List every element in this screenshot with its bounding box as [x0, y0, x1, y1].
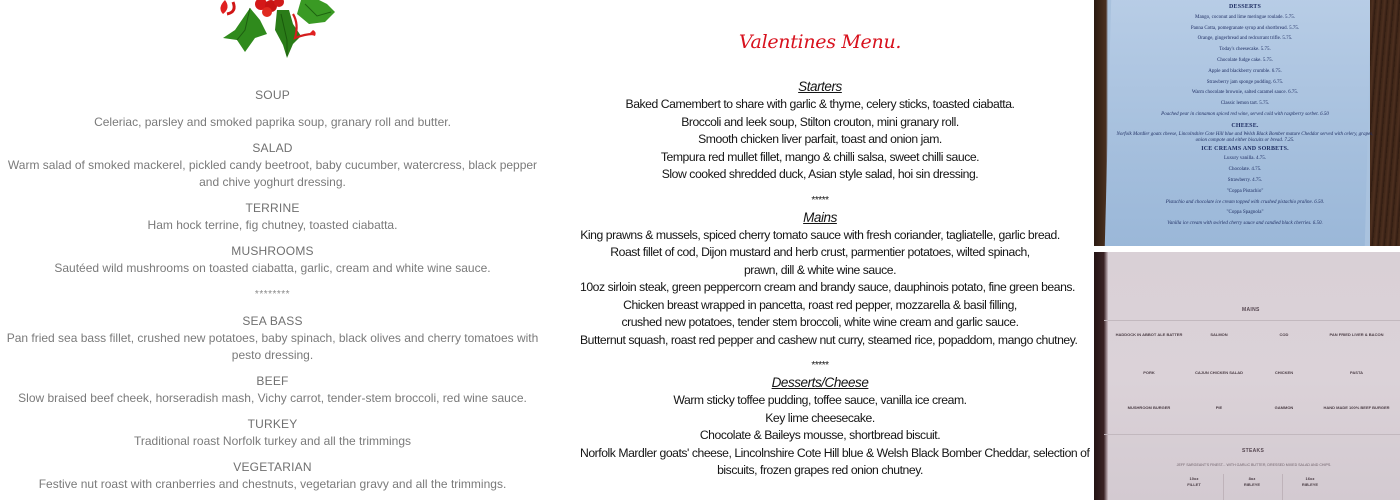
photo-item: Luxury vanilla. 4.75.: [1223, 156, 1267, 162]
section-description: Sautéed wild mushrooms on toasted ciabatta, garlic, cream and white wine sauce.: [54, 261, 491, 275]
photo-item: Today's cheesecake. 5.75.: [1219, 47, 1271, 53]
photo-main-item: MUSHROOM BURGER: [1127, 405, 1171, 410]
section-description: Slow braised beef cheek, horseradish mash, Vichy carrot, tender-stem broccoli, red wine sauce.: [18, 391, 527, 405]
menu-section-mushrooms: [0, 243, 545, 277]
starter-item: Slow cooked shredded duck, Asian style salad, hoi sin dressing.: [661, 167, 979, 181]
section-title: TURKEY: [247, 417, 298, 431]
photo-heading-ice-creams: ICE CREAMS AND SORBETS.: [1201, 145, 1289, 152]
photo-item: Chocolate fudge cake. 5.75.: [1217, 57, 1273, 63]
menu-fold-line: [1104, 320, 1400, 321]
photo-item: Strawberry. 4.75.: [1227, 177, 1263, 183]
main-item: prawn, dill & white wine sauce.: [743, 262, 896, 277]
photo-heading-mains: MAINS: [1242, 307, 1260, 313]
photo-steak-item: 10oz FILLET: [1187, 476, 1201, 487]
photo-item: Strawberry jam sponge pudding. 6.75.: [1206, 79, 1284, 85]
menu-section-beef: [0, 373, 545, 407]
section-title: SOUP: [255, 88, 290, 102]
photo-main-item: HAND MADE 100% BEEF BURGER: [1323, 405, 1390, 410]
section-description: Celeriac, parsley and smoked paprika soup, granary roll and butter.: [94, 115, 451, 129]
photo-item: "Coppa Pistachio": [1226, 188, 1264, 194]
valentines-menu-panel: [580, 0, 1090, 500]
photo-main-item: PIE: [1215, 405, 1223, 410]
dessert-item: biscuits, frozen grapes red onion chutney.: [717, 463, 923, 477]
holly-icon: [205, 0, 350, 60]
photo-main-item: SALMON: [1210, 332, 1228, 337]
photo-steaks-subtitle: JEFF SARGEANT'S FINEST... WITH GARLIC BUTTER, DRESSED MIXED SALAD AND CHIPS.: [1176, 463, 1332, 467]
photo-item: "Coppa Spagnola": [1226, 210, 1264, 216]
menu-section-terrine: [0, 200, 545, 234]
steak-divider: [1282, 474, 1283, 500]
section-description: Pan fried sea bass fillet, crushed new potatoes, baby spinach, black olives and cherry tomatoes with pesto dressing.: [6, 331, 539, 362]
main-item: crushed new potatoes, tender stem broccoli, white wine cream and garlic sauce.: [621, 315, 1019, 329]
section-title: VEGETARIAN: [233, 460, 312, 474]
course-divider: *****: [811, 360, 829, 371]
section-title: TERRINE: [245, 201, 300, 215]
dessert-item: Norfolk Mardler goats' cheese, Lincolnshire Cote Hill blue & Welsh Black Bomber Cheddar, selection of: [580, 445, 1090, 460]
photo-main-item: GAMMON: [1274, 405, 1294, 410]
steak-divider: [1223, 474, 1224, 500]
photo-item: Chocolate. 4.75.: [1228, 167, 1262, 173]
menu-section-vegetarian: [0, 459, 545, 493]
photo-menu-text: [1114, 2, 1376, 230]
mains-menu-photo: [1094, 252, 1400, 500]
main-item: Chicken breast wrapped in pancetta, roast red pepper, mozzarella & basil filling,: [623, 297, 1017, 312]
menu-section-soup: [0, 87, 545, 131]
main-item: King prawns & mussels, spiced cherry tomato sauce with fresh coriander, tagliatelle, garlic bread.: [580, 227, 1060, 242]
section-title: BEEF: [256, 374, 289, 388]
desserts-heading: Desserts/Cheese: [771, 375, 869, 390]
starter-item: Baked Camembert to share with garlic & thyme, celery sticks, toasted ciabatta.: [625, 97, 1015, 111]
starter-item: Broccoli and leek soup, Stilton crouton, mini granary roll.: [681, 114, 959, 129]
menu-section-sea-bass: [0, 313, 545, 364]
desserts-menu-photo: [1094, 0, 1400, 246]
photo-main-item: CHICKEN: [1274, 370, 1294, 375]
photo-main-item: CAJUN CHICKEN SALAD: [1194, 370, 1243, 375]
main-item: Butternut squash, roast red pepper and cashew nut curry, steamed rice, popaddom, mango chutney.: [580, 332, 1078, 347]
photo-main-item: PAN FRIED LIVER & BACON: [1329, 332, 1384, 337]
section-description: Festive nut roast with cranberries and chestnuts, vegetarian gravy and all the trimmings.: [38, 477, 507, 491]
photo-item: Norfolk Mardler goats cheese, Lincolnshire Cote Hill blue and Welsh Black Bomber mature Cheddar served with celery, grapes, onion compote and either biscuits or bread. 7.25.: [1116, 131, 1374, 143]
photo-main-item: HADDOCK IN ABBOT ALE BATTER: [1115, 332, 1183, 337]
dessert-item: Warm sticky toffee pudding, toffee sauce, vanilla ice cream.: [673, 393, 967, 407]
photo-main-item: PORK: [1143, 370, 1155, 375]
section-description: Warm salad of smoked mackerel, pickled candy beetroot, baby cucumber, watercress, black pepper and chive yoghurt dressing.: [7, 158, 538, 189]
starter-item: Tempura red mullet fillet, mango & chilli salsa, sweet chilli sauce.: [660, 149, 980, 164]
photo-item: Classic lemon tart. 5.75.: [1220, 101, 1270, 107]
photo-item: Apple and blackberry crumble. 6.75.: [1208, 68, 1282, 74]
photo-steak-item: 8oz RIB-EYE: [1243, 476, 1261, 487]
section-title: MUSHROOMS: [231, 244, 314, 258]
section-title: SEA BASS: [242, 314, 303, 328]
starters-heading: Starters: [798, 79, 842, 94]
mains-heading: Mains: [803, 209, 837, 225]
photo-item: Panna Cotta, pomegranate syrup and shortbread. 5.75.: [1190, 25, 1300, 31]
main-item: Roast fillet of cod, Dijon mustard and herb crust, parmentier potatoes, wilted spinach,: [610, 245, 1030, 259]
dessert-item: Key lime cheesecake.: [765, 410, 875, 425]
photo-item: Vanilla ice cream with swirled cherry sauce and candied black cherries. 6.50.: [1167, 221, 1323, 227]
course-divider: *****: [811, 194, 829, 206]
photo-item: Mango, coconut and lime meringue roulade. 5.75.: [1195, 14, 1295, 20]
photo-main-item: PASTA: [1350, 370, 1363, 375]
photo-item: Orange, gingerbread and redcurrant trifle. 5.75.: [1197, 36, 1293, 42]
main-item: 10oz sirloin steak, green peppercorn cream and brandy sauce, dauphinois potato, fine green beans.: [580, 280, 1075, 294]
menu-section-turkey: [0, 416, 545, 450]
photo-dark-edge: [1094, 252, 1108, 500]
dessert-item: Chocolate & Baileys mousse, shortbread biscuit.: [699, 428, 941, 442]
valentines-menu-content: [580, 77, 1090, 480]
photo-main-item: COD: [1279, 332, 1289, 337]
photo-heading-steaks: STEAKS: [1242, 448, 1265, 454]
section-description: Ham hock terrine, fig chutney, toasted ciabatta.: [147, 218, 398, 232]
course-divider: ********: [254, 289, 291, 300]
photo-heading-desserts: DESSERTS: [1228, 4, 1262, 10]
photo-item: Poached pear in cinnamon spiced red wine, served cold with raspberry sorbet. 6.50: [1161, 111, 1329, 117]
valentines-menu-title: Valentines Menu.: [738, 31, 902, 53]
photo-item: Warm chocolate brownie, salted caramel sauce. 6.75.: [1191, 90, 1299, 96]
christmas-menu-panel: [0, 0, 545, 500]
christmas-menu-list: [0, 87, 545, 502]
menu-section-salad: [0, 140, 545, 191]
section-title: SALAD: [252, 141, 293, 155]
photo-heading-cheese: CHEESE.: [1231, 122, 1259, 129]
photo-item: Pistachio and chocolate ice cream topped with crushed pistachio praline. 6.50.: [1165, 199, 1325, 205]
starter-item: Smooth chicken liver parfait, toast and onion jam.: [698, 132, 942, 146]
menu-fold-line: [1104, 434, 1400, 435]
photo-steak-item: 16oz RIB-EYE: [1301, 476, 1319, 487]
section-description: Traditional roast Norfolk turkey and all the trimmings: [134, 434, 411, 448]
